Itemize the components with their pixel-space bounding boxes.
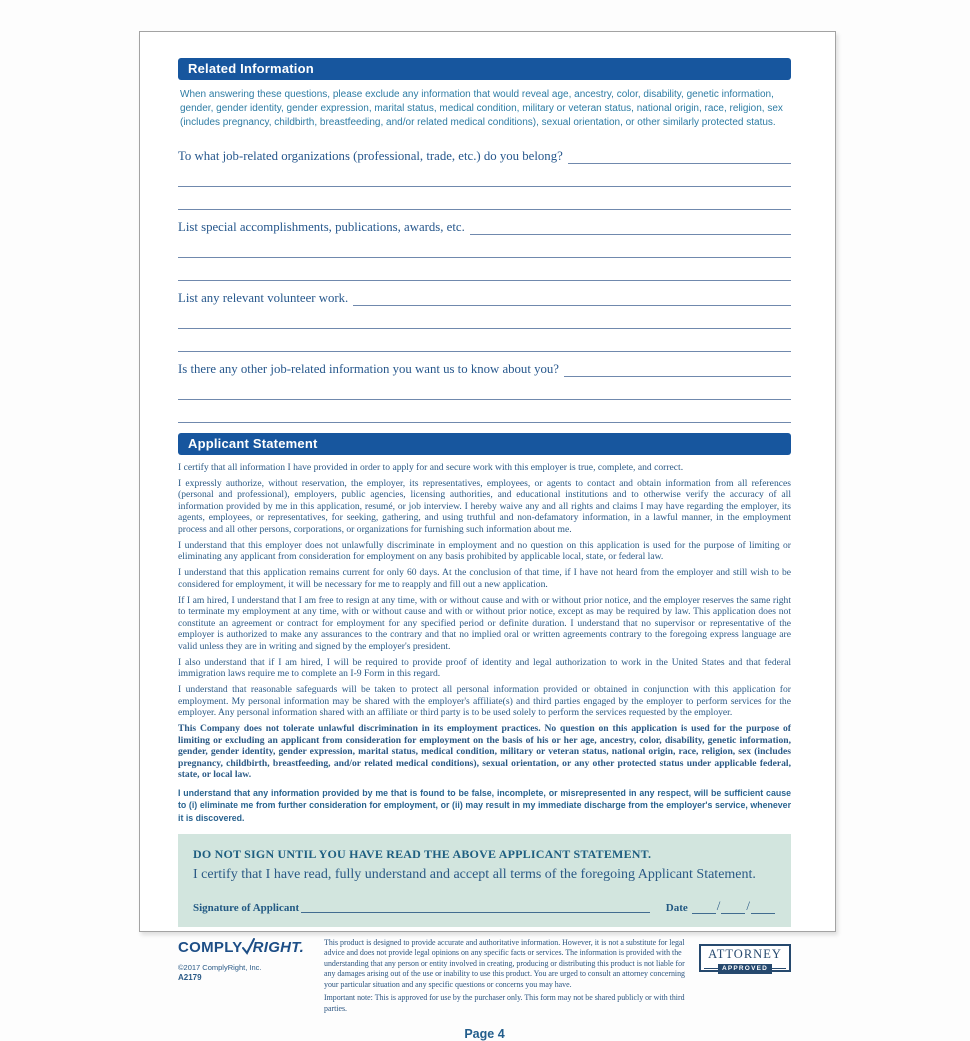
date-month-line[interactable] [692, 900, 716, 914]
question-label: List any relevant volunteer work. [178, 290, 349, 305]
related-information-header: Related Information [178, 58, 791, 80]
complyright-logo [178, 938, 310, 956]
statement-paragraph-false-info: I understand that any information provided by me that is found to be false, incomplete, or misrepresented in any respect, will be sufficient cause to (i) eliminate me from further consideration for employment, or (ii) may result in my immediate discharge from the employer's service, whenever it is discovered. [178, 787, 791, 824]
page-footer [178, 938, 791, 1015]
important-note: Important note: This is approved for use by the purchaser only. This form may not be shared publicly or with third parties. [324, 993, 685, 1013]
question-label: Is there any other job-related information you want us to know about you? [178, 361, 559, 376]
answer-line[interactable] [178, 306, 791, 329]
statement-paragraph: I also understand that if I am hired, I will be required to provide proof of identity and legal authorization to work in the United States and that federal immigration laws require me to complete an I-9 Form in this regard. [178, 656, 791, 680]
answer-line[interactable] [178, 377, 791, 400]
answer-line[interactable] [178, 400, 791, 423]
application-form-page [139, 31, 836, 1041]
applicant-statement-body [178, 462, 791, 825]
date-label: Date [665, 901, 688, 914]
statement-paragraph: I understand that reasonable safeguards will be taken to protect all personal information provided or obtained in conjunction with this application for employment. My personal information may be shared with the employer's affiliate(s) and third parties engaged by the employer to perform services for the employer. Any personal information shared with an affiliate or third party is to be used solely to perform the services requested by the employer. [178, 684, 791, 719]
answer-line[interactable] [470, 210, 791, 235]
signature-line[interactable] [301, 899, 650, 913]
signature-label: Signature of Applicant [193, 901, 300, 914]
statement-paragraph: I certify that all information I have provided in order to apply for and secure work with this employer is true, complete, and correct. [178, 461, 684, 473]
answer-line[interactable] [178, 329, 791, 352]
date-separator: / [746, 897, 750, 913]
statement-paragraph: I understand that this employer does not unlawfully discriminate in employment and no question on this application is used for the purpose of limiting or eliminating any applicant from consideration for employment on any basis prohibited by applicable local, state, or federal law. [178, 539, 791, 563]
do-not-sign-warning: DO NOT SIGN UNTIL YOU HAVE READ THE ABOVE APPLICANT STATEMENT. [193, 846, 652, 861]
legal-disclaimer: This product is designed to provide accurate and authoritative information. However, it is not a substitute for legal advice and does not provide legal opinions on any specific facts or services. The information is provided with the understanding that any person or entity involved in creating, producing or distributing this product is not liable for any damages arising out of the use or inability to use this product. You are urged to consult an attorney concerning your particular situation and any specific questions or concerns you may have. [324, 937, 685, 989]
statement-paragraph-nondiscrimination: This Company does not tolerate unlawful discrimination in its employment practices. No question on this application is used for the purpose of limiting or excluding an applicant from consideration for employment on the basis of his or her age, ancestry, color, disability, genetic information, gender, gender identity, gender expression, marital status, medical condition, military or veteran status, national origin, race, religion, sex (includes pregnancy, childbirth, breastfeeding, and/or related medical conditions), sexual orientation, or any other protected status under applicable federal, state, or local law. [178, 723, 791, 781]
badge-divider-line [772, 968, 786, 969]
badge-divider-line [704, 968, 718, 969]
answer-line[interactable] [564, 352, 791, 377]
question-block [178, 210, 791, 281]
answer-line[interactable] [568, 139, 791, 164]
logo-text: COMPLY [178, 938, 243, 956]
statement-paragraph: I expressly authorize, without reservation, the employer, its representatives, employees, or agents to contact and obtain information from all references (personal and professional), employers, public agencies, licensing authorities, and educational institutions and to otherwise verify the accuracy of all information provided by me in this application, resumé, or job interview. I hereby waive any and all rights and claims I may have regarding the employer, its agents, employees, or representatives, for seeking, gathering, and using truthful and non-defamatory information, in a lawful manner, in the employment process and all other persons, corporations, or organizations for furnishing such information about me. [178, 477, 791, 535]
signature-box [178, 834, 791, 927]
question-block [178, 281, 791, 352]
answer-line[interactable] [353, 281, 791, 306]
page-number: Page 4 [464, 1027, 505, 1041]
answer-line[interactable] [178, 164, 791, 187]
statement-paragraph: If I am hired, I understand that I am free to resign at any time, with or without cause and with or without prior notice, and the employer reserves the same right to terminate my employment at any time, with or without cause and with or without prior notice, except as may be required by law. This application does not constitute an agreement or contract for employment for any specified period or definite duration. I understand that no supervisor or representative of the employer is authorized to make any assurances to the contrary and that no implied oral or written agreements contrary to the foregoing express language are valid unless they are in writing and signed by the employer's president. [178, 594, 791, 652]
question-label: List special accomplishments, publications, awards, etc. [178, 219, 465, 234]
question-block [178, 352, 791, 423]
statement-paragraph: I understand that this application remains current for only 60 days. At the conclusion of that time, if I have not heard from the employer and still wish to be considered for employment, it will be necessary for me to reapply and fill out a new application. [178, 567, 791, 590]
answer-line[interactable] [178, 235, 791, 258]
date-day-line[interactable] [721, 900, 745, 914]
attorney-approved-badge [699, 944, 791, 972]
answer-line[interactable] [178, 187, 791, 210]
date-separator: / [716, 897, 721, 913]
badge-attorney-text: ATTORNEY [708, 946, 782, 961]
badge-approved-text: APPROVED [718, 964, 772, 974]
certification-statement: I certify that I have read, fully understand and accept all terms of the foregoing Applicant Statement. [193, 866, 756, 882]
related-information-intro: When answering these questions, please exclude any information that would reveal age, ancestry, color, disability, genetic information, gender, gender identity, gender expression, marital status, medical condition, military or veteran status, national origin, race, religion, sex (includes pregnancy, childbirth, breastfeeding, and/or related medical conditions), sexual orientation, or other similarly protected status. [180, 89, 783, 129]
form-number: A2179 [178, 972, 202, 982]
copyright-text: ©2017 ComplyRight, Inc. [178, 962, 262, 972]
date-field[interactable] [692, 898, 775, 914]
question-label: To what job-related organizations (professional, trade, etc.) do you belong? [178, 148, 563, 163]
logo-text: RIGHT. [252, 938, 305, 956]
question-block [178, 139, 791, 210]
answer-line[interactable] [178, 258, 791, 281]
applicant-statement-header: Applicant Statement [178, 433, 791, 455]
date-year-line[interactable] [751, 900, 775, 914]
